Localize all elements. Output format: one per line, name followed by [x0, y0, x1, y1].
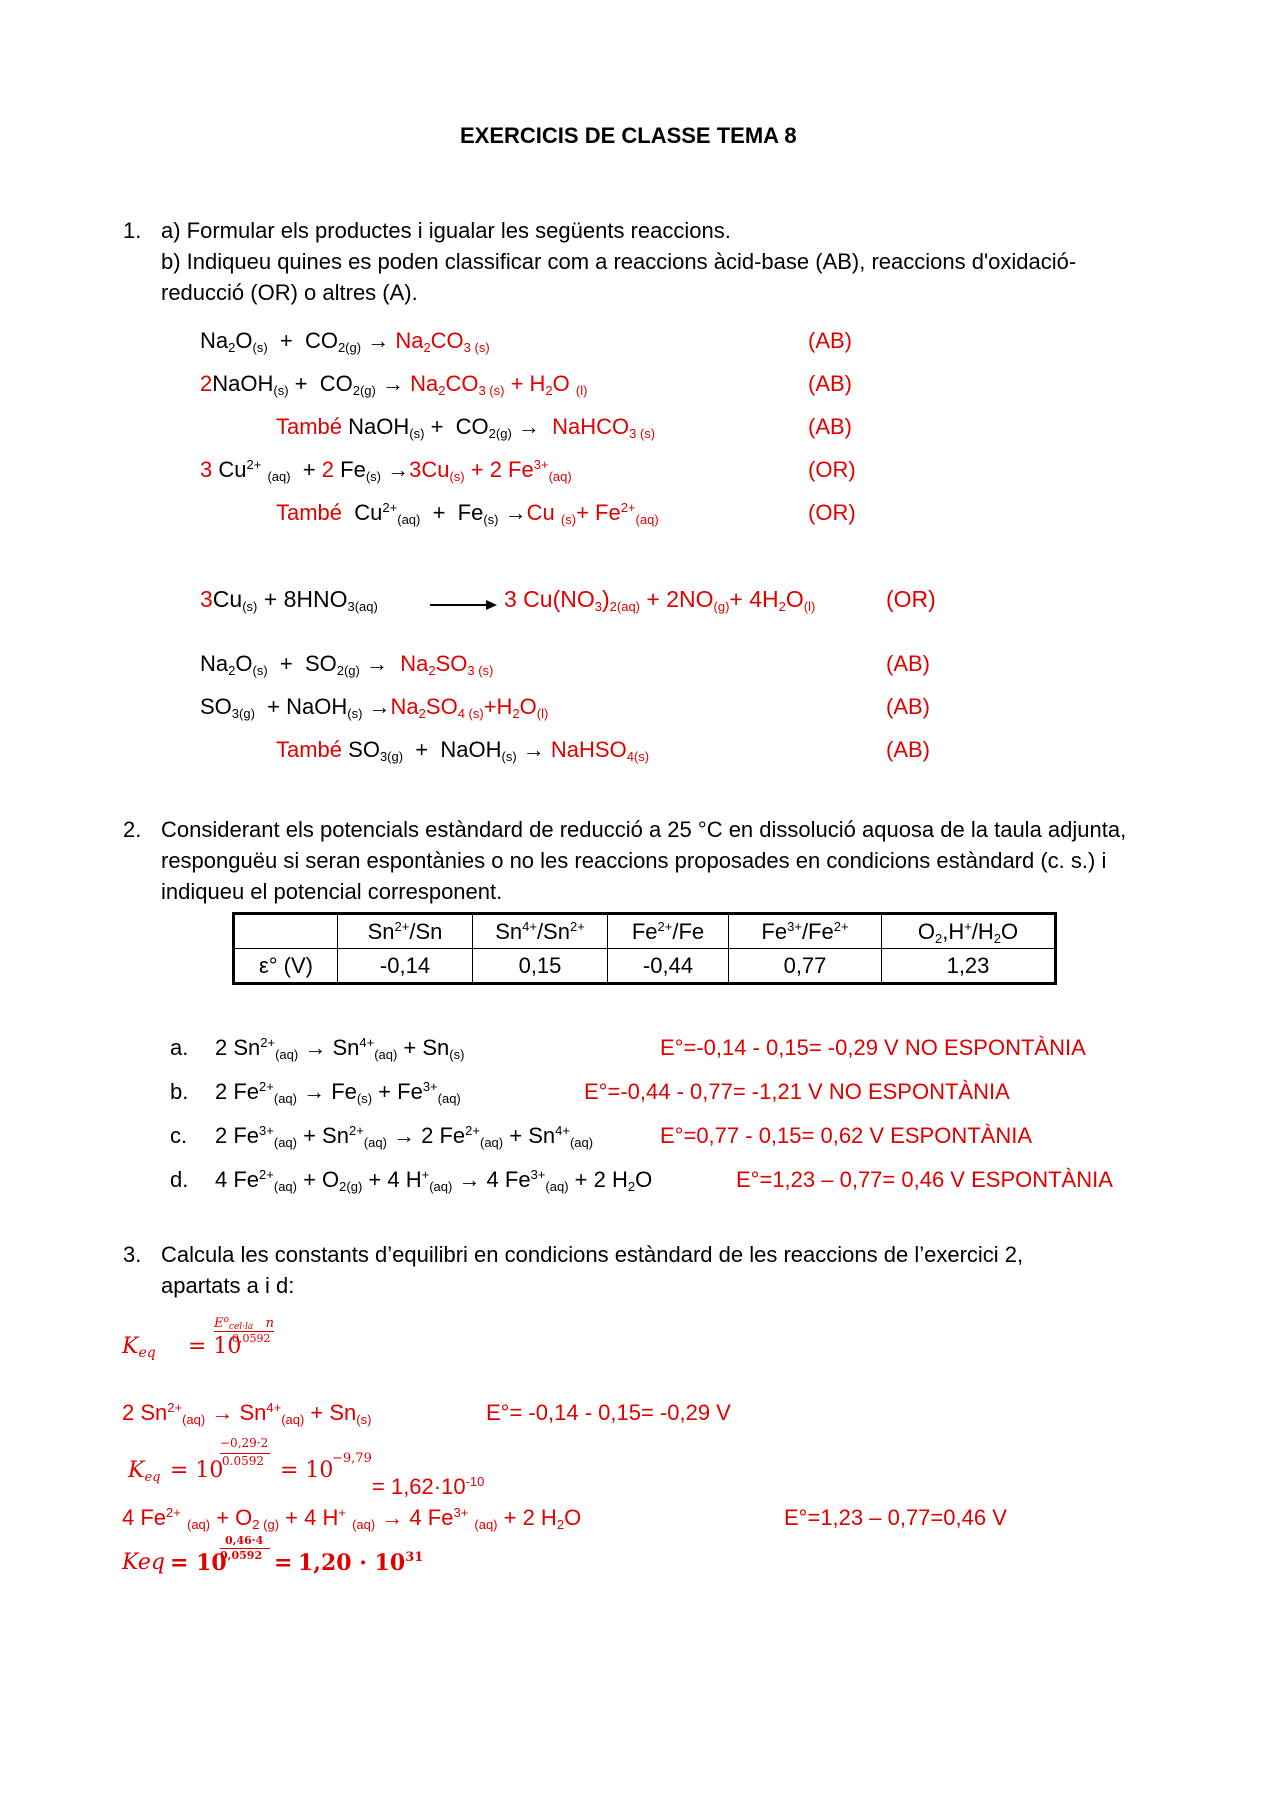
ex2-number: 2.	[123, 817, 142, 842]
reaction-5: També $Cu^{2+}_{(aq)} + Fe_{(s)} \to Cu$ $_{(s)}+ Fe^{2+}_{(aq)}$	[276, 500, 659, 527]
ex3-reaction-a: 2 $Sn^{2+}_{(aq)} \to Sn^{4+}_{(aq)} + Sn_{(s)}$	[122, 1400, 372, 1427]
ex2-answer-a: E°=-0,14 - 0,15= -0,29 V NO ESPONTÀNIA	[660, 1035, 1086, 1060]
ex1-part-b-line1: b) Indiqueu quines es poden classificar com a reaccions àcid-base (AB), reaccions d'oxidació-	[161, 249, 1077, 274]
reaction-9: També $SO_{3(g)}$ + NaOH$_{(s)}$ → NaHSO$_{4(s)}$	[276, 737, 650, 764]
item-letter: a.	[170, 1035, 189, 1060]
ex3-line1: Calcula les constants d’equilibri en condicions estàndard de les reaccions de l’exercici 2,	[161, 1242, 1024, 1267]
ex3-line2: apartats a i d:	[161, 1273, 295, 1298]
page-title: EXERCICIS DE CLASSE TEMA 8	[460, 123, 797, 148]
ex2-reaction-c: 2 $Fe^{3+}_{(aq)} + Sn^{2+}_{(aq)} \to 2$ $Fe^{2+}_{(aq)} + Sn^{4+}_{(aq)}$	[215, 1123, 594, 1150]
ex2-answer-b: E°=-0,44 - 0,77= -1,21 V NO ESPONTÀNIA	[584, 1079, 1010, 1104]
ex2-line1: Considerant els potencials estàndard de reducció a 25 °C en dissolució aquosa de la taula adjunta,	[161, 817, 1127, 842]
ex2-answer-d: E°=1,23 – 0,77= 0,46 V ESPONTÀNIA	[736, 1167, 1113, 1192]
ex1-number: 1.	[123, 218, 142, 243]
table-header: $Fe^{3+}/Fe^{2+}$	[729, 914, 882, 949]
ex2-reaction-a: 2 $Sn^{2+}_{(aq)} \to Sn^{4+}_{(aq)} + Sn_{(s)}$	[215, 1035, 465, 1062]
ex3-reaction-d: 4 $Fe^{2+}$ $_{(aq)} + O_{2 (g)} + 4$ H+ $_{(aq)}$ → 4 $Fe^{3+}$ $_{(aq)}$ + 2 $H_2O$	[122, 1505, 582, 1532]
keq-a-calculation: $K_{eq}$ = 10 −0,29·2 0.0592 = 10 −9,79	[128, 1436, 372, 1485]
reaction-type: (AB)	[808, 414, 852, 439]
reaction-8: $SO_{3(g)}$ + NaOH$_{(s)}$ $\to Na_2SO_{4 (s)}+H_2O_{(l)}$	[200, 694, 549, 721]
reaction-6: $3Cu_{(s)} + 8HNO_{3(aq)}$	[200, 586, 378, 614]
ex2-reaction-d: 4 $Fe^{2+}_{(aq)} + O_{2(g)} + 4$ $H^+_{(aq)} \to 4$ $Fe^{3+}_{(aq)} + 2$ $H_2O$	[215, 1167, 653, 1194]
table-row	[234, 949, 1056, 984]
reaction-type: (AB)	[886, 737, 930, 762]
ex3-potential-d: E°=1,23 – 0,77=0,46 V	[784, 1505, 1007, 1530]
table-header: $O_2,H^+/H_2O$	[882, 914, 1056, 949]
keq-d-calculation: Keq = 10 0,46·4 0,0592 = $1,20 \cdot 10^{31}$	[122, 1534, 424, 1576]
table-cell: 0,15	[473, 949, 608, 984]
table-cell: -0,44	[608, 949, 729, 984]
table-header: $Sn^{4+}/Sn^{2+}$	[473, 914, 608, 949]
table-header: $Fe^{2+}/Fe$	[608, 914, 729, 949]
ex1-part-a: a) Formular els productes i igualar les següents reaccions.	[161, 218, 731, 243]
reaction-7: $Na_2O_{(s)} + SO_{2(g)} \to Na_2SO_{3 (s)}$	[200, 651, 494, 678]
table-header: $Sn^{2+}/Sn$	[338, 914, 473, 949]
reaction-type: (AB)	[886, 694, 930, 719]
reaction-1: $Na_2O_{(s)} + CO_{2(g)} \to Na_2CO_{3 (s)}$	[200, 328, 490, 355]
table-cell	[234, 914, 338, 949]
reaction-type: (AB)	[808, 328, 852, 353]
item-letter: d.	[170, 1167, 189, 1192]
table-cell: 1,23	[882, 949, 1056, 984]
potentials-table	[232, 912, 1057, 985]
reaction-2: 2NaOH$_{(s)}$ + $CO_{2(g)} \to Na_2CO_{3 (s)} + H_2O$ $_{(l)}$	[200, 371, 588, 398]
ex2-line3: indiqueu el potencial corresponent.	[161, 879, 503, 904]
reaction-6-products: 3 $Cu(NO_3)_{2(aq)} + 2NO_{(g)}+ 4H_2O_{(l)}$	[504, 586, 816, 614]
reaction-4: 3 $Cu^{2+}$ $_{(aq)}$ + 2 $Fe_{(s)} \to 3Cu_{(s)} + 2$ $Fe^{3+}_{(aq)}$	[200, 457, 572, 484]
ex3-number: 3.	[123, 1242, 142, 1267]
reaction-type: (AB)	[808, 371, 852, 396]
reaction-type: (OR)	[808, 457, 856, 482]
item-letter: b.	[170, 1079, 189, 1104]
table-header-row	[234, 914, 1056, 949]
ex2-reaction-b: 2 $Fe^{2+}_{(aq)} \to Fe_{(s)} + Fe^{3+}_{(aq)}$	[215, 1079, 461, 1106]
table-cell: -0,14	[338, 949, 473, 984]
ex2-answer-c: E°=0,77 - 0,15= 0,62 V ESPONTÀNIA	[660, 1123, 1032, 1148]
ex2-line2: responguëu si seran espontànies o no les reaccions proposades en condicions estàndard (c. s.) i	[161, 848, 1107, 873]
ex1-part-b-line2: reducció (OR) o altres (A).	[161, 280, 418, 305]
keq-a-result: = $1,62\cdot 10^{-10}$	[372, 1474, 485, 1499]
keq-formula: $K_{eq}$ = 10 $E^o_{cel\cdot la}$ n 0,0592	[122, 1315, 275, 1361]
reaction-arrow	[430, 597, 498, 613]
row-label: ε° (V)	[234, 949, 338, 984]
reaction-type: (OR)	[808, 500, 856, 525]
reaction-type: (OR)	[886, 586, 936, 612]
ex3-potential-a: E°= -0,14 - 0,15= -0,29 V	[486, 1400, 731, 1425]
item-letter: c.	[170, 1123, 188, 1148]
table-cell: 0,77	[729, 949, 882, 984]
reaction-type: (AB)	[886, 651, 930, 676]
reaction-3: També NaOH$_{(s)}$ + $CO_{2(g)}$ → NaHCO$_{3 (s)}$	[276, 414, 656, 441]
